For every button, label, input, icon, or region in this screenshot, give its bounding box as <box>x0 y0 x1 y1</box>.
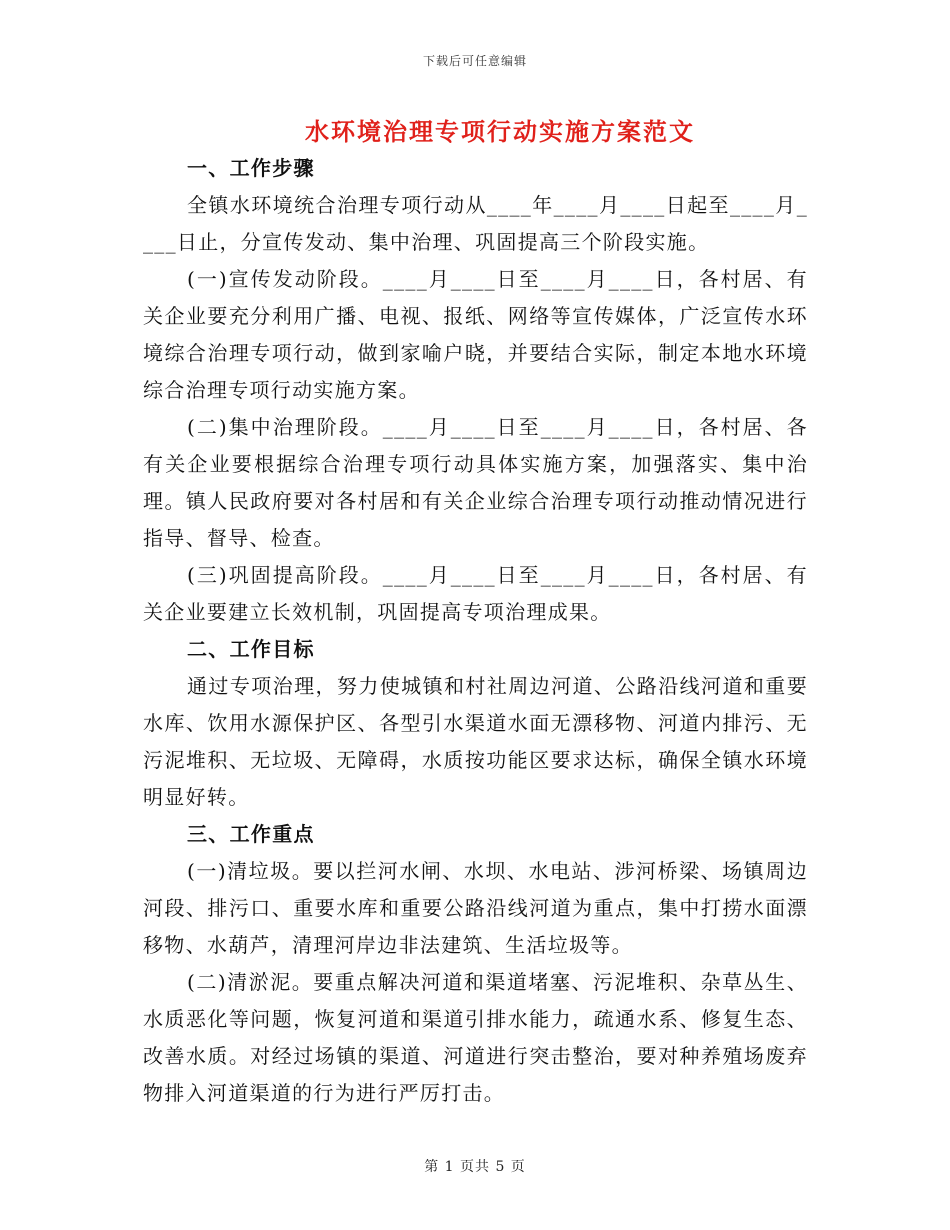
page-number: 第 1 页共 5 页 <box>424 1159 526 1175</box>
document-body <box>143 150 808 1112</box>
paragraph: (二)清淤泥。要重点解决河道和渠道堵塞、污泥堆积、杂草丛生、水质恶化等问题，恢复河道和渠道引排水能力，疏通水系、修复生态、改善水质。对经过场镇的渠道、河道进行突击整治，要对种养殖场废弃物排入河道渠道的行为进行严厉打击。 <box>143 970 808 1105</box>
section-heading: 二、工作目标 <box>187 637 315 661</box>
paragraph: (一)清垃圾。要以拦河水闸、水坝、水电站、涉河桥梁、场镇周边河段、排污口、重要水库和重要公路沿线河道为重点，集中打捞水面漂移物、水葫芦，清理河岸边非法建筑、生活垃圾等。 <box>143 859 808 957</box>
document-title: 水环境治理专项行动实施方案范文 <box>305 117 695 146</box>
paragraph: 通过专项治理，努力使城镇和村社周边河道、公路沿线河道和重要水库、饮用水源保护区、各型引水渠道水面无漂移物、河道内排污、无污泥堆积、无垃圾、无障碍，水质按功能区要求达标，确保全镇水环境明显好转。 <box>143 674 808 809</box>
paragraph: (二)集中治理阶段。____月____日至____月____日，各村居、各有关企业要根据综合治理专项行动具体实施方案，加强落实、集中治理。镇人民政府要对各村居和有关企业综合治理专项行动推动情况进行指导、督导、检查。 <box>143 415 808 550</box>
section-heading: 三、工作重点 <box>187 822 315 846</box>
section-heading: 一、工作步骤 <box>187 156 315 180</box>
paragraph: (三)巩固提高阶段。____月____日至____月____日，各村居、有关企业要建立长效机制，巩固提高专项治理成果。 <box>143 563 808 624</box>
paragraph: (一)宣传发动阶段。____月____日至____月____日，各村居、有关企业要充分利用广播、电视、报纸、网络等宣传媒体，广泛宣传水环境综合治理专项行动，做到家喻户晓，并要结合实际，制定本地水环境综合治理专项行动实施方案。 <box>143 267 808 402</box>
header-note: 下载后可任意编辑 <box>422 54 527 68</box>
paragraph: 全镇水环境统合治理专项行动从____年____月____日起至____月____日止，分宣传发动、集中治理、巩固提高三个阶段实施。 <box>143 193 808 254</box>
